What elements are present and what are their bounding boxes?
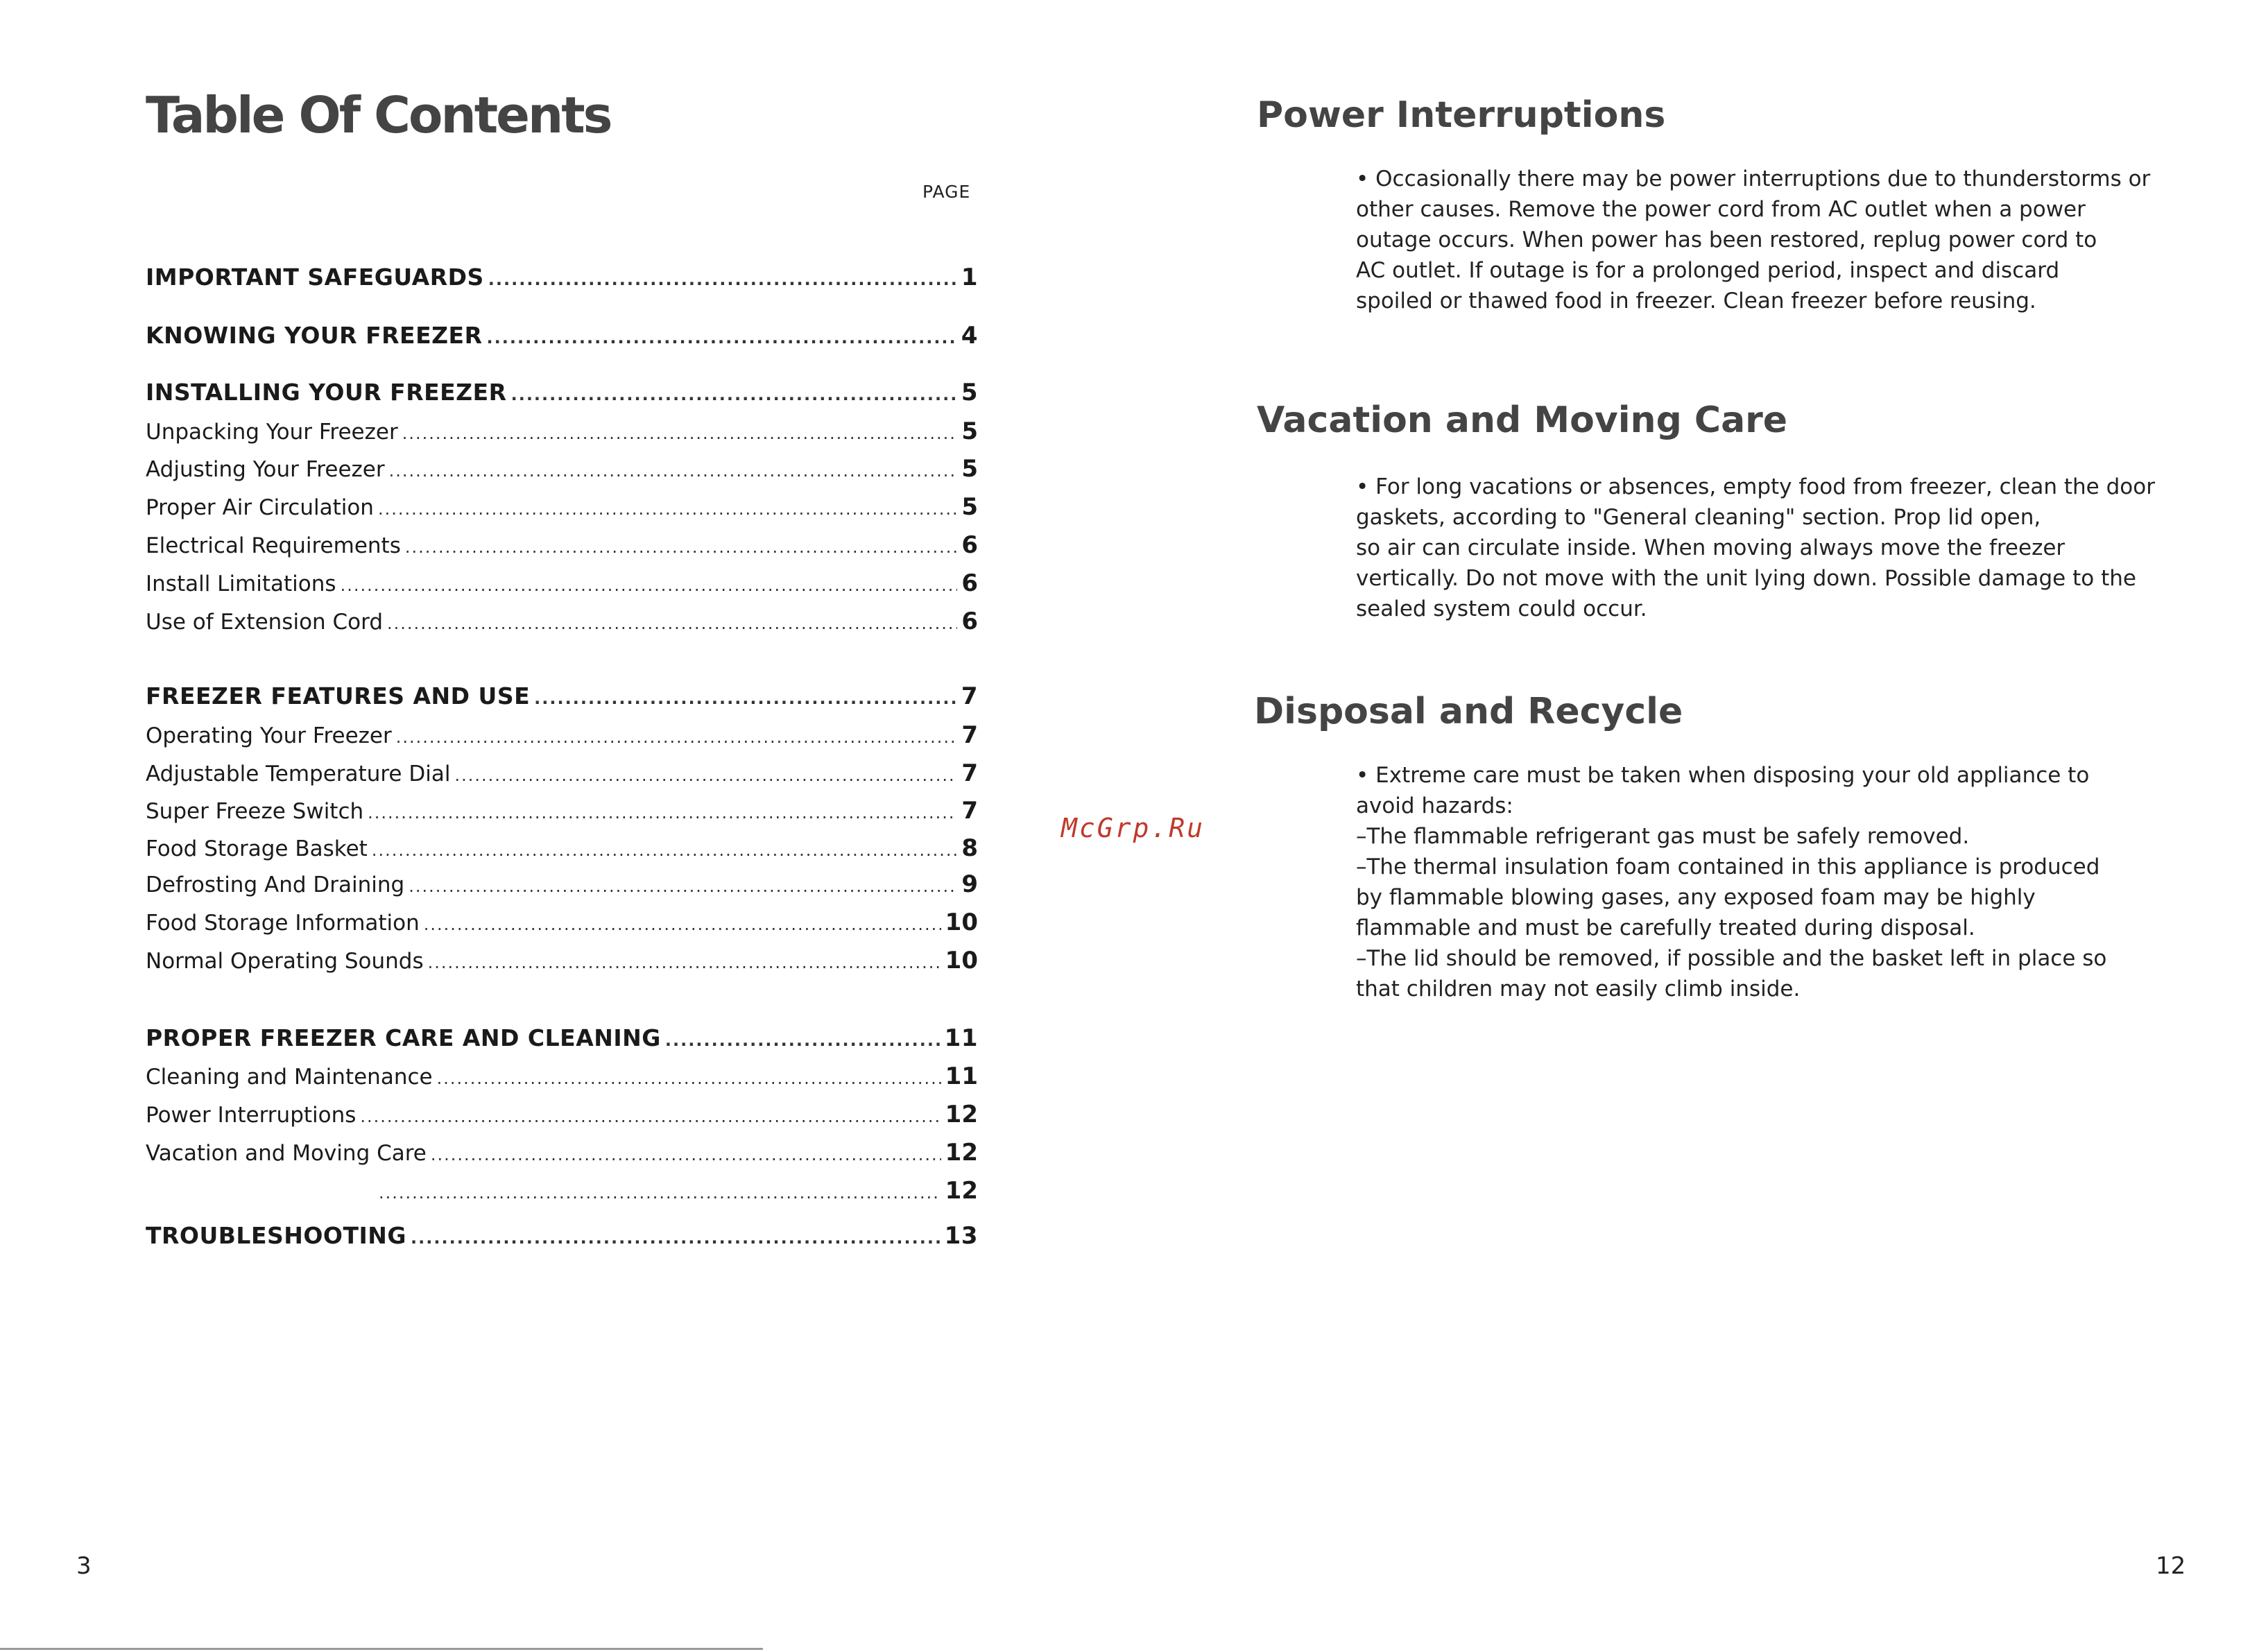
toc-entry: [146, 493, 978, 523]
toc-entry-page: 8: [961, 834, 978, 862]
disposal-line: by flammable blowing gases, any exposed foam may be highly: [1356, 885, 2036, 910]
toc-entry: [146, 870, 978, 900]
toc-entry-label: Proper Air Circulation: [146, 495, 374, 520]
toc-entry-label: INSTALLING YOUR FREEZER: [146, 379, 507, 406]
toc-entry: [146, 379, 978, 408]
toc-entry: [146, 947, 978, 976]
toc-dot-leader: [424, 911, 941, 938]
toc-entry-label: KNOWING YOUR FREEZER: [146, 322, 483, 349]
toc-entry-label: Operating Your Freezer: [146, 723, 392, 748]
toc-entry-page: 13: [944, 1222, 978, 1250]
toc-entry: [146, 834, 978, 864]
toc-entry: [146, 531, 978, 561]
toc-entry-page: 6: [961, 569, 978, 597]
toc-entry-label: Electrical Requirements: [146, 533, 401, 558]
disposal-line: –The thermal insulation foam contained in this appliance is produced: [1356, 854, 2100, 879]
toc-dot-leader: [405, 533, 957, 561]
toc-entry-page: 5: [961, 379, 978, 406]
toc-dot-leader: [454, 762, 957, 789]
toc-entry: [146, 909, 978, 938]
toc-dot-leader: [511, 381, 957, 408]
left-page-number: 3: [76, 1552, 92, 1580]
toc-entry-label: Unpacking Your Freezer: [146, 420, 398, 445]
power-line: AC outlet. If outage is for a prolonged period, inspect and discard: [1356, 258, 2060, 283]
vacation-line: • For long vacations or absences, empty food from freezer, clean the door: [1356, 474, 2155, 499]
toc-entry-page: 10: [945, 947, 978, 974]
toc-entry-label: Food Storage Information: [146, 911, 420, 936]
toc-dot-leader: [341, 571, 958, 599]
toc-entry-page: 11: [944, 1024, 978, 1052]
toc-dot-leader: [396, 723, 958, 751]
toc-entry: [146, 759, 978, 789]
toc-entry-label: Super Freeze Switch: [146, 799, 364, 824]
disposal-line: –The lid should be removed, if possible and the basket left in place so: [1356, 946, 2107, 971]
power-interruptions-heading: Power Interruptions: [1257, 94, 1666, 136]
power-interruptions-text: [1356, 164, 2150, 316]
disposal-line: that children may not easily climb inside.: [1356, 976, 1801, 1001]
toc-entry-page: 7: [961, 682, 978, 710]
power-line: outage occurs. When power has been restored, replug power cord to: [1356, 227, 2097, 252]
watermark: McGrp.Ru: [1061, 813, 1205, 843]
vacation-heading: Vacation and Moving Care: [1257, 399, 1788, 441]
toc-entry-label: Use of Extension Cord: [146, 610, 384, 635]
toc-entry: [146, 1062, 978, 1092]
toc-entry: [146, 322, 978, 352]
toc-entry-page: 7: [961, 759, 978, 787]
toc-entry-label: FREEZER FEATURES AND USE: [146, 682, 531, 709]
power-line: spoiled or thawed food in freezer. Clean freezer before reusing.: [1356, 289, 2036, 313]
toc-entry: [146, 569, 978, 599]
vacation-line: so air can circulate inside. When moving always move the freezer: [1356, 535, 2066, 560]
toc-entry-label: Adjustable Temperature Dial: [146, 762, 451, 786]
toc-dot-leader: [534, 685, 957, 712]
disposal-line: avoid hazards:: [1356, 793, 1513, 818]
toc-entry-page: 5: [961, 493, 978, 521]
disposal-heading: Disposal and Recycle: [1254, 691, 1683, 732]
toc-entry: [146, 1101, 978, 1130]
vacation-line: vertically. Do not move with the unit lying down. Possible damage to the: [1356, 566, 2136, 591]
toc-entry-label: Defrosting And Draining: [146, 872, 405, 897]
toc-entry-label: Food Storage Basket: [146, 836, 368, 861]
toc-dot-leader: [409, 872, 957, 900]
toc-dot-leader: [372, 836, 958, 864]
toc-dot-leader: [428, 949, 941, 976]
toc-dot-leader: [360, 1103, 941, 1130]
toc-entry-page: 11: [945, 1062, 978, 1090]
disposal-line: • Extreme care must be taken when disposing your old appliance to: [1356, 763, 2090, 788]
toc-entry: [146, 264, 978, 293]
toc-entry: [146, 682, 978, 712]
toc-dot-leader: [389, 457, 958, 485]
toc-entry-page: 12: [945, 1177, 978, 1205]
toc-dot-leader: [387, 610, 957, 637]
toc-dot-leader: [431, 1141, 941, 1169]
toc-entry-label: TROUBLESHOOTING: [146, 1222, 406, 1249]
toc-entry: [146, 1139, 978, 1169]
toc-entry-page: 5: [961, 418, 978, 445]
toc-entry: [146, 608, 978, 637]
toc-dot-leader: [665, 1026, 941, 1054]
toc-entry-label: IMPORTANT SAFEGUARDS: [146, 264, 484, 291]
toc-entry-label: Vacation and Moving Care: [146, 1141, 427, 1166]
toc-entry-label: PROPER FREEZER CARE AND CLEANING: [146, 1024, 661, 1051]
disposal-line: –The flammable refrigerant gas must be safely removed.: [1356, 824, 1970, 849]
power-line: • Occasionally there may be power interruptions due to thunderstorms or: [1356, 166, 2151, 191]
toc-entry: [146, 797, 978, 827]
toc-entry-label: Normal Operating Sounds: [146, 949, 424, 974]
toc-entry: [146, 1177, 978, 1207]
bottom-rule: [0, 1648, 763, 1650]
toc-entry: [146, 418, 978, 447]
toc-entry-page: 12: [945, 1101, 978, 1128]
toc-dot-leader: [437, 1065, 941, 1092]
toc-entry: [146, 1024, 978, 1054]
toc-dot-leader: [368, 799, 957, 827]
toc-entry-page: 12: [945, 1139, 978, 1167]
toc-dot-leader: [411, 1224, 941, 1252]
toc-dot-leader: [379, 1179, 941, 1207]
right-page-number: 12: [2156, 1552, 2186, 1580]
toc-dot-leader: [487, 324, 957, 352]
toc-entry-page: 5: [961, 455, 978, 483]
toc-entry: [146, 1222, 978, 1252]
disposal-text: [1356, 760, 2106, 1004]
toc-entry: [146, 455, 978, 485]
vacation-line: gaskets, according to "General cleaning" section. Prop lid open,: [1356, 505, 2041, 530]
power-line: other causes. Remove the power cord from AC outlet when a power: [1356, 197, 2086, 222]
toc-entry-label: Cleaning and Maintenance: [146, 1065, 433, 1090]
toc-entry-label: Adjusting Your Freezer: [146, 457, 385, 482]
toc-dot-leader: [488, 266, 957, 293]
toc-entry-page: 7: [961, 721, 978, 749]
toc-entry-page: 7: [961, 797, 978, 825]
toc-entry-label: Power Interruptions: [146, 1103, 357, 1128]
toc-dot-leader: [378, 495, 957, 523]
toc-entry: [146, 721, 978, 751]
vacation-line: sealed system could occur.: [1356, 596, 1647, 621]
disposal-line: flammable and must be carefully treated during disposal.: [1356, 915, 1975, 940]
page-column-label: PAGE: [922, 182, 971, 202]
toc-entry-page: 1: [961, 264, 978, 291]
toc-entry-page: 6: [961, 531, 978, 559]
toc-dot-leader: [402, 420, 958, 447]
toc-entry-page: 4: [961, 322, 978, 350]
toc-entry-page: 10: [945, 909, 978, 936]
toc-entry-page: 6: [961, 608, 978, 635]
vacation-text: [1356, 472, 2155, 624]
page-title: Table Of Contents: [146, 86, 611, 144]
toc-entry-page: 9: [961, 870, 978, 898]
toc-entry-label: Install Limitations: [146, 571, 336, 596]
